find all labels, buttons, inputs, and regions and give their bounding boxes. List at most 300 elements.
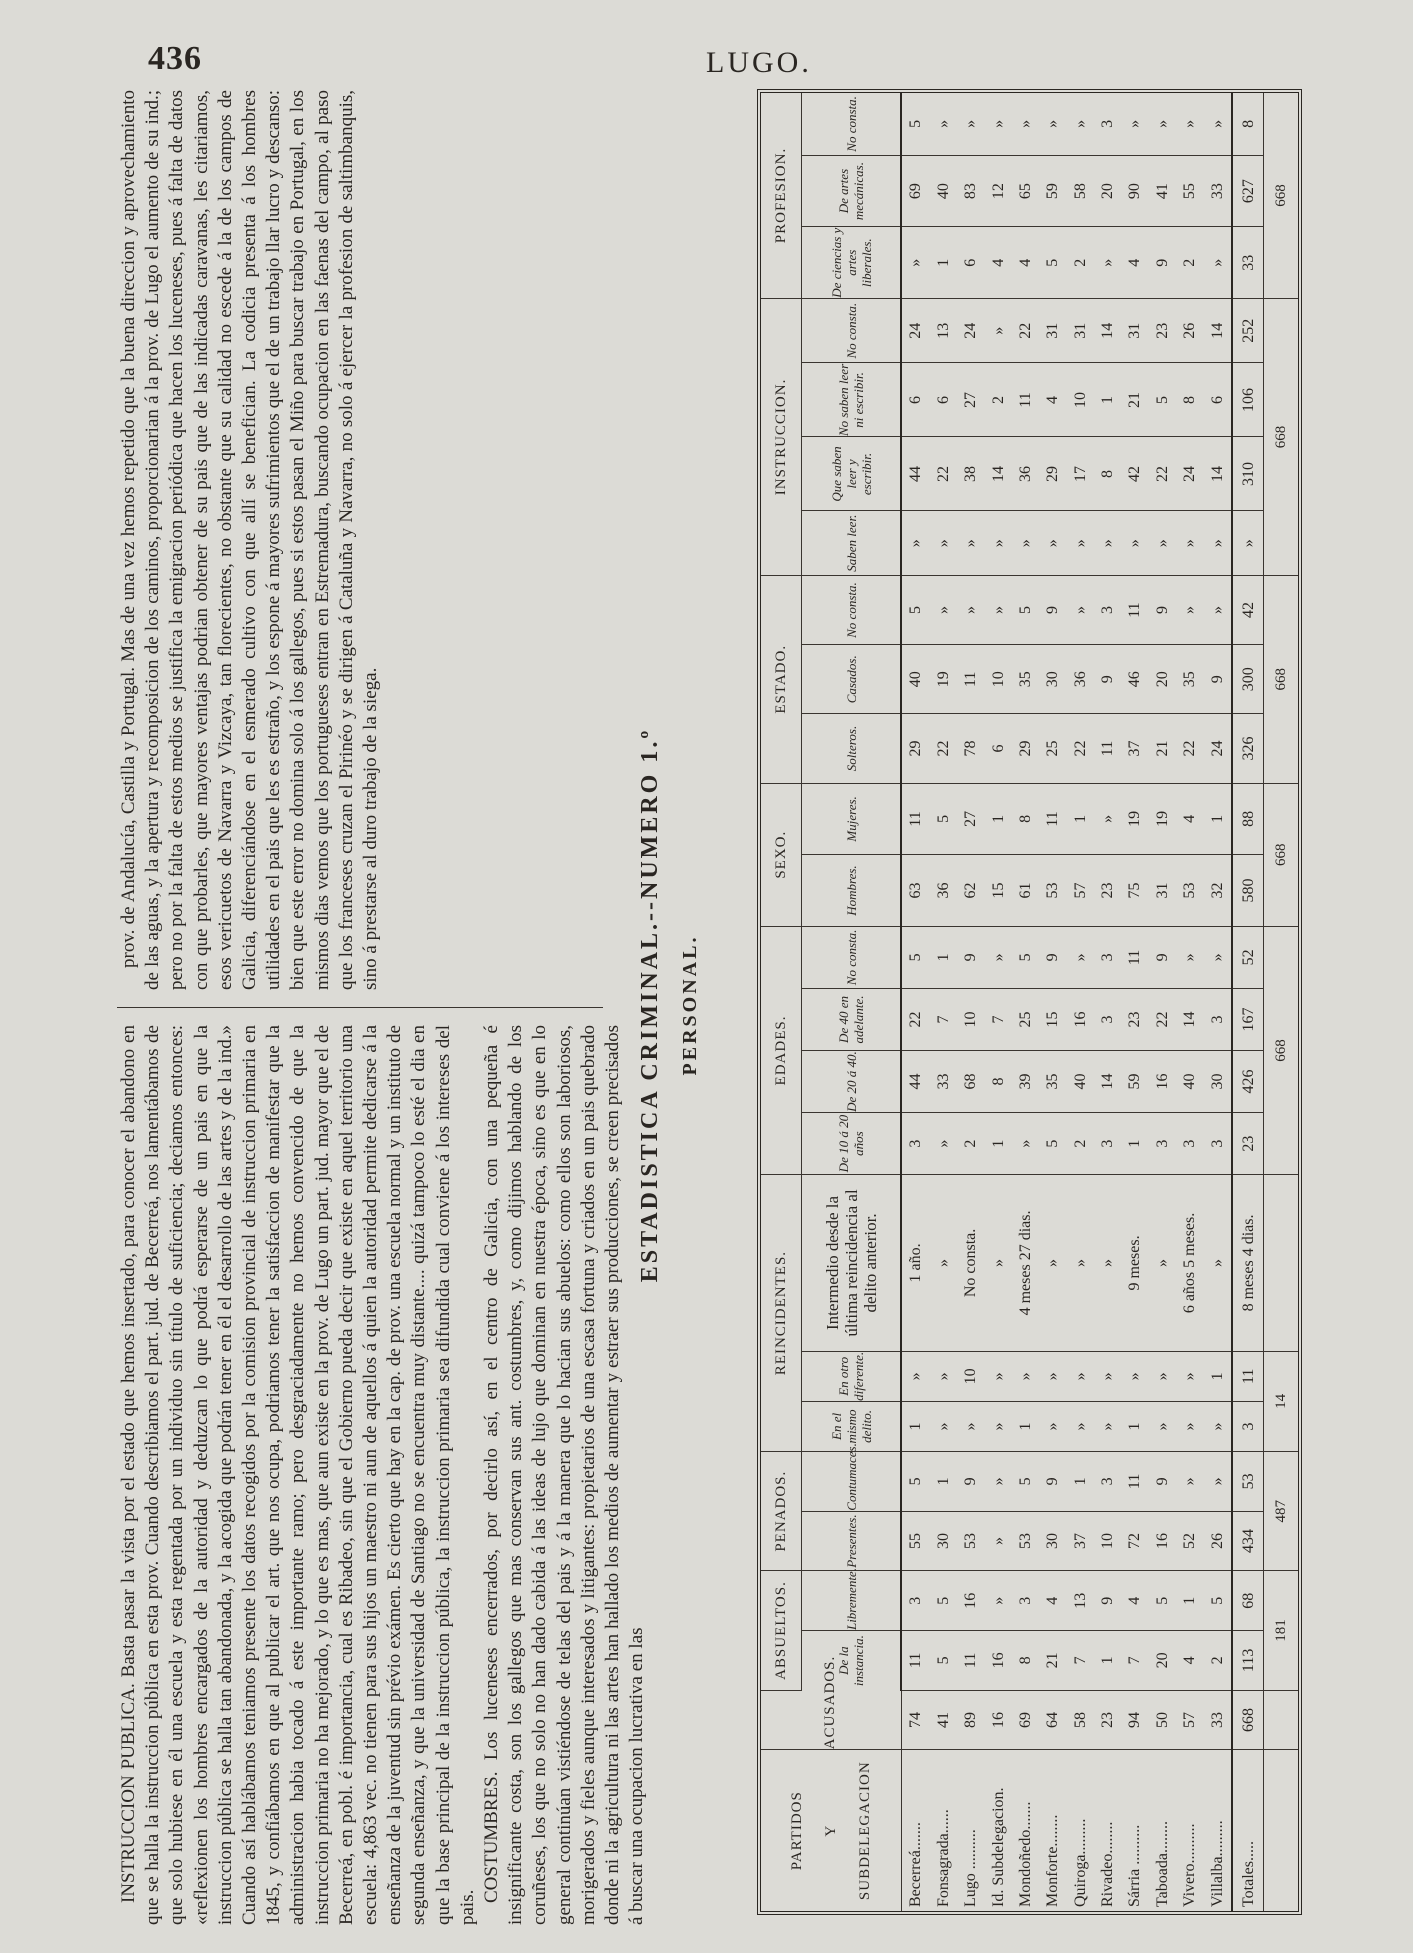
totals-cell: 88 [1232, 783, 1264, 855]
table-cell: 8 [1094, 437, 1121, 511]
table-cell: 59 [1039, 155, 1066, 227]
table-cell: 24 [901, 298, 930, 362]
table-cell: 1 [901, 1401, 930, 1451]
table-cell: 15 [984, 855, 1011, 927]
table-cell: » [1203, 93, 1232, 155]
table-cell: 30 [1039, 1511, 1066, 1571]
sub-header: Hombres. [802, 855, 902, 927]
table-cell: » [984, 298, 1011, 362]
partido-name-cell: Villalba......... [1208, 1820, 1226, 1907]
table-cell: » [930, 1351, 957, 1401]
table-cell: 9 [1149, 227, 1176, 299]
table-cell: 57 [1176, 1690, 1203, 1750]
table-cell: 3 [1094, 575, 1121, 644]
table-cell: » [1176, 1452, 1203, 1512]
table-cell: 6 [930, 363, 957, 437]
table-cell: » [1066, 93, 1093, 155]
table-cell: » [1039, 93, 1066, 155]
partido-name-cell: Fonsagrada...... [934, 1809, 952, 1907]
table-cell: 6 [957, 227, 984, 299]
table-cell: 31 [1039, 298, 1066, 362]
table-cell: 12 [984, 155, 1011, 227]
table-row [957, 93, 984, 1911]
table-cell: 7 [984, 988, 1011, 1050]
table-cell: 7 [1121, 1631, 1148, 1691]
table-cell: 9 [1039, 1452, 1066, 1512]
table-cell: » [984, 1571, 1011, 1631]
table-cell: » [1203, 227, 1232, 299]
table-cell: 16 [1149, 1051, 1176, 1113]
group-absueltos: ABSUELTOS. [761, 1571, 802, 1690]
table-row [1066, 93, 1093, 1911]
group-penados: PENADOS. [761, 1452, 802, 1571]
intermedio-cell: » [1094, 1175, 1121, 1352]
table-title: ESTADISTICA CRIMINAL.--NUMERO 1.º [637, 727, 663, 1283]
totals-cell: 167 [1232, 988, 1264, 1050]
table-cell: 38 [957, 437, 984, 511]
text-columns [117, 85, 648, 1925]
table-cell: 57 [1066, 855, 1093, 927]
totals-cell: 8 meses 4 dias. [1232, 1175, 1264, 1352]
table-cell: » [901, 511, 930, 575]
sum-sexo: 668 [1264, 783, 1299, 926]
table-cell: » [984, 1452, 1011, 1512]
table-cell: 55 [901, 1511, 930, 1571]
totals-cell: 426 [1232, 1051, 1264, 1113]
table-cell: » [957, 93, 984, 155]
table-cell: » [1012, 93, 1039, 155]
running-head-city: LUGO. [706, 46, 812, 79]
table-cell: » [1176, 93, 1203, 155]
sub-header-intermedio: Intermedio desde la última reincidencia al delito anterior. [802, 1175, 902, 1352]
table-cell: 44 [901, 1051, 930, 1113]
table-cell: 24 [957, 298, 984, 362]
table-cell: 58 [1066, 155, 1093, 227]
table-cell: 1 [1176, 1571, 1203, 1631]
table-cell: 52 [1176, 1511, 1203, 1571]
table-cell: » [1121, 1351, 1148, 1401]
table-cell: » [1066, 1401, 1093, 1451]
table-cell: 14 [1094, 298, 1121, 362]
table-cell: 1 [930, 926, 957, 988]
sub-header: No consta. [802, 926, 902, 988]
partido-name-cell: Rivadeo........ [1098, 1821, 1116, 1907]
table-cell: 22 [1066, 714, 1093, 783]
table-cell: 42 [1121, 437, 1148, 511]
table-cell: 6 [901, 363, 930, 437]
table-cell: 4 [1039, 1571, 1066, 1631]
table-cell: 29 [901, 714, 930, 783]
table-cell: 62 [957, 855, 984, 927]
table-cell: 11 [1121, 575, 1148, 644]
sum-reincidentes: 14 [1264, 1351, 1299, 1451]
partido-name-cell: Taboada........ [1153, 1821, 1171, 1907]
table-cell: 55 [1176, 155, 1203, 227]
table-cell: » [930, 511, 957, 575]
table-cell: 3 [1094, 988, 1121, 1050]
paragraph-costumbres: COSTUMBRES. Los luceneses encerrados, por decirlo así, en el centro de Galicia, con una pequeña é insignificante costa, son los gallegos que mas conservan sus ant. costumbres, y, como dijimos hablando de los coruñeses, los que no solo no han dado cabida á las ideas de lujo que dominan en nuestra época, sino es que en lo general continúan vistiéndose de telas del pais y á la manera que lo hacian sus abuelos: como ellos son laboriosos, morigerados y fieles aunque interesados y litigantes: propietarios de una escasa fortuna y criados en un pais quebrado donde ni la agricultura ni las artes han hallado los medios de aumentar y estraer sus producciones, se creen precisados á buscar una ocupacion lucrativa en las [481, 1025, 648, 1925]
table-cell: » [901, 227, 930, 299]
table-cell: 3 [1094, 93, 1121, 155]
paragraph-emigracion: prov. de Andalucía, Castilla y Portugal. Mas de una vez hemos repetido que la buena direccion y aprovechamiento de las aguas, y la apertura y recomposicion de los caminos, proporcionarian á la prov. de Lugo el aumento de su ind.; pero no por la falta de estos medios se justifica la emigracion periódica que hacen los luceneses, pues á falta de datos con que probarles, que mayores ventajas podrian obtener de su pais que de las indicadas caravanas, les citariamos, esos vericuetos de Navarra y Vizcaya, tan florecientes, no obstante que su calidad no escede á la de los campos de Galicia, diferenciándose en el esmerado cultivo con que allí se benefician. La codicia presenta á los hombres utilidades en el pais que les es estraño, y los espone á mayores sufrimientos que el de un trabajo llar lucro y descanso: bien que este error no domina solo á los gallegos, pues si estos pasan el Miño para buscar trabajo en Portugal, en los mismos dias vemos que los portugueses entran en Estremadura, buscando ocupacion en las faenas del campo, al paso que los franceses cruzan el Pirinéo y se dirigen á Cataluña y Navarra, no solo á ejercer la profesion de saltimbanquis, sino á prestarse al duro trabajo de la siega. [118, 90, 382, 990]
table-cell: 22 [901, 988, 930, 1050]
sum-cell-empty [1264, 1175, 1299, 1352]
table-cell: » [984, 926, 1011, 988]
table-cell: 5 [930, 783, 957, 855]
sub-header: Contumaces. [802, 1452, 902, 1512]
table-cell: 14 [1176, 988, 1203, 1050]
totals-cell: 11 [1232, 1351, 1264, 1401]
table-cell: » [930, 93, 957, 155]
table-cell: 3 [1149, 1113, 1176, 1175]
table-cell: 6 [1203, 363, 1232, 437]
totals-cell: 434 [1232, 1511, 1264, 1571]
table-cell: 16 [957, 1571, 984, 1631]
sub-header: No saben leer ni escribir. [802, 363, 902, 437]
sum-penados: 487 [1264, 1452, 1299, 1571]
sum-cell-empty [1264, 1750, 1299, 1911]
table-cell: 13 [930, 298, 957, 362]
table-cell: » [1066, 511, 1093, 575]
table-cell: 41 [930, 1690, 957, 1750]
intermedio-cell: » [984, 1175, 1011, 1352]
sub-header: En el mismo delito. [802, 1401, 902, 1451]
table-cell: 25 [1012, 988, 1039, 1050]
group-sexo: SEXO. [761, 783, 802, 926]
table-cell: 17 [1066, 437, 1093, 511]
intermedio-cell: 4 meses 27 dias. [1012, 1175, 1039, 1352]
sub-header: Que saben leer y escribir. [802, 437, 902, 511]
totals-cell: 113 [1232, 1631, 1264, 1691]
table-cell: 35 [1039, 1051, 1066, 1113]
totals-cell: 23 [1232, 1113, 1264, 1175]
table-cell: » [1203, 1401, 1232, 1451]
sub-header: Casados. [802, 645, 902, 714]
totals-cell: 53 [1232, 1452, 1264, 1512]
group-header-row [761, 93, 802, 1911]
table-cell: 19 [1149, 783, 1176, 855]
table-cell: 37 [1066, 1511, 1093, 1571]
sub-header-row [802, 93, 902, 1911]
table-cell: 11 [1012, 363, 1039, 437]
group-profesion: PROFESION. [761, 93, 802, 298]
table-cell: » [1094, 511, 1121, 575]
table-cell: 41 [1149, 155, 1176, 227]
table-cell: 1 [1094, 363, 1121, 437]
table-cell: » [984, 1401, 1011, 1451]
table-cell: 5 [1149, 1571, 1176, 1631]
table-cell: » [930, 1113, 957, 1175]
sub-header: Libremente. [802, 1571, 902, 1631]
table-cell: 2 [1203, 1631, 1232, 1691]
totals-cell: 300 [1232, 645, 1264, 714]
partido-name-cell: Id. Subdelegacion. [989, 1787, 1007, 1907]
table-cell: » [1066, 575, 1093, 644]
table-cell: 90 [1121, 155, 1148, 227]
table-cell: 22 [1149, 988, 1176, 1050]
rotated-content [117, 85, 1412, 1925]
totals-cell: 8 [1232, 93, 1264, 155]
sub-header: De 20 á 40. [802, 1051, 902, 1113]
table-cell: » [1176, 1351, 1203, 1401]
totals-cell: 68 [1232, 1571, 1264, 1631]
partido-name-cell: Vivero.......... [1181, 1823, 1199, 1907]
totals-cell: 310 [1232, 437, 1264, 511]
table-cell: 9 [1149, 575, 1176, 644]
table-cell: 30 [1203, 1051, 1232, 1113]
table-cell: 69 [1012, 1690, 1039, 1750]
table-cell: 1 [1066, 783, 1093, 855]
table-cell: » [1203, 511, 1232, 575]
table-cell: 89 [957, 1690, 984, 1750]
table-cell: 5 [1039, 227, 1066, 299]
table-cell: 5 [1012, 1452, 1039, 1512]
table-cell: 46 [1121, 645, 1148, 714]
table-cell: 23 [1149, 298, 1176, 362]
table-cell: 5 [901, 575, 930, 644]
table-cell: 29 [1039, 437, 1066, 511]
table-cell: » [1203, 926, 1232, 988]
partido-name-cell: Quiroga......... [1071, 1818, 1089, 1907]
table-cell: 69 [901, 155, 930, 227]
table-cell: » [1094, 1351, 1121, 1401]
table-cell: 8 [1012, 783, 1039, 855]
table-cell: 16 [984, 1631, 1011, 1691]
table-cell: 3 [901, 1571, 930, 1631]
table-cell: 11 [1039, 783, 1066, 855]
totals-cell: 580 [1232, 855, 1264, 927]
sum-instruccion: 668 [1264, 298, 1299, 575]
table-cell: 72 [1121, 1511, 1148, 1571]
table-cell: » [984, 575, 1011, 644]
table-cell: 3 [1094, 1452, 1121, 1512]
table-cell: 5 [930, 1631, 957, 1691]
table-cell: 8 [1012, 1631, 1039, 1691]
table-cell: 35 [1176, 645, 1203, 714]
totals-cell: » [1232, 511, 1264, 575]
table-cell: 31 [1066, 298, 1093, 362]
table-cell: » [1039, 511, 1066, 575]
table-cell: 63 [901, 855, 930, 927]
table-cell: » [1176, 926, 1203, 988]
table-row [901, 93, 930, 1911]
table-cell: 40 [901, 645, 930, 714]
sub-header: No consta. [802, 298, 902, 362]
table-cell: » [984, 93, 1011, 155]
table-cell: 4 [1039, 363, 1066, 437]
table-cell: 3 [1012, 1571, 1039, 1631]
table-cell: 64 [1039, 1690, 1066, 1750]
table-cell: 1 [1012, 1401, 1039, 1451]
table-row [930, 93, 957, 1911]
partidos-header: PARTIDOS Y SUBDELEGACION [761, 1750, 901, 1911]
table-cell: 20 [1149, 1631, 1176, 1691]
table-cell: 30 [930, 1511, 957, 1571]
table-cell: 11 [1121, 1452, 1148, 1512]
table-cell: 68 [957, 1051, 984, 1113]
totals-cell: 42 [1232, 575, 1264, 644]
table-cell: » [1121, 93, 1148, 155]
table-row [1121, 93, 1148, 1911]
table-cell: 19 [930, 645, 957, 714]
table-cell: 4 [1176, 783, 1203, 855]
table-cell: 14 [1203, 437, 1232, 511]
table-cell: » [1012, 1351, 1039, 1401]
table-cell: 9 [1039, 926, 1066, 988]
table-body [901, 93, 1232, 1911]
intermedio-cell: 1 año. [901, 1175, 930, 1352]
table-cell: 15 [1039, 988, 1066, 1050]
table-cell: 10 [1066, 363, 1093, 437]
column-rule [117, 1007, 603, 1008]
table-cell: 5 [930, 1571, 957, 1631]
totals-cell: 106 [1232, 363, 1264, 437]
table-cell: 5 [901, 926, 930, 988]
table-cell: » [1121, 511, 1148, 575]
table-cell: 40 [930, 155, 957, 227]
table-cell: 1 [1121, 1113, 1148, 1175]
table-cell: 5 [901, 93, 930, 155]
table-cell: 1 [930, 1452, 957, 1512]
table-cell: 6 [984, 714, 1011, 783]
table-row [1176, 93, 1203, 1911]
table-cell: 23 [1094, 1690, 1121, 1750]
intermedio-cell: » [930, 1175, 957, 1352]
table-cell: 9 [1149, 1452, 1176, 1512]
table-cell: 11 [901, 783, 930, 855]
table-cell: 3 [1094, 1113, 1121, 1175]
partido-name-cell: Lugo .......... [962, 1829, 980, 1907]
table-cell: » [1176, 575, 1203, 644]
table-cell: 33 [1203, 155, 1232, 227]
table-cell: 11 [957, 645, 984, 714]
table-cell: 20 [1149, 645, 1176, 714]
acusados-header: ACUSADOS. [761, 1690, 901, 1750]
table-cell: » [984, 511, 1011, 575]
table-cell: 14 [1094, 1051, 1121, 1113]
table-cell: 5 [1012, 575, 1039, 644]
table-row [1012, 93, 1039, 1911]
table-cell: 8 [1176, 363, 1203, 437]
table-cell: 25 [1039, 714, 1066, 783]
sub-header: No consta. [802, 93, 902, 155]
table-cell: 3 [901, 1113, 930, 1175]
table-cell: 1 [984, 1113, 1011, 1175]
table-cell: 2 [1176, 227, 1203, 299]
table-cell: 50 [1149, 1690, 1176, 1750]
table-cell: » [957, 575, 984, 644]
table-cell: 22 [930, 714, 957, 783]
table-cell: 21 [1121, 363, 1148, 437]
intermedio-cell: » [1066, 1175, 1093, 1352]
table-cell: 29 [1012, 714, 1039, 783]
table-cell: 16 [1149, 1511, 1176, 1571]
table-cell: 22 [1149, 437, 1176, 511]
table-cell: 30 [1039, 645, 1066, 714]
sub-header: Saben leer. [802, 511, 902, 575]
group-instruccion: INSTRUCCION. [761, 298, 802, 575]
table-cell: 36 [1066, 645, 1093, 714]
statistics-table [757, 89, 1302, 1915]
table-cell: 36 [930, 855, 957, 927]
table-cell: 10 [1094, 1511, 1121, 1571]
sub-header: De 40 en adelante. [802, 988, 902, 1050]
table-cell: 39 [1012, 1051, 1039, 1113]
table-cell: 9 [1149, 926, 1176, 988]
table-cell: 1 [930, 227, 957, 299]
intermedio-cell: » [1203, 1175, 1232, 1352]
table-cell: 23 [1121, 988, 1148, 1050]
table-cell: 19 [1121, 783, 1148, 855]
sub-header: De la instancia. [802, 1631, 902, 1691]
table-cell: » [957, 511, 984, 575]
table-cell: 5 [1149, 363, 1176, 437]
table-cell: 5 [1203, 1571, 1232, 1631]
table-cell: 2 [1066, 227, 1093, 299]
table-cell: 94 [1121, 1690, 1148, 1750]
table-subtitle: PERSONAL. [679, 934, 701, 1076]
text-column-left [117, 1025, 648, 1925]
table-cell: 26 [1203, 1511, 1232, 1571]
table-row [984, 93, 1011, 1911]
table-cell: » [1094, 227, 1121, 299]
table-cell: 59 [1121, 1051, 1148, 1113]
table-cell: » [1176, 511, 1203, 575]
table-cell: » [1149, 93, 1176, 155]
table-cell: 78 [957, 714, 984, 783]
table-cell: 23 [1094, 855, 1121, 927]
partido-name-cell: Sárria .......... [1126, 1824, 1144, 1907]
table-cell: 21 [1149, 714, 1176, 783]
table-cell: 2 [984, 363, 1011, 437]
table-cell: 10 [957, 1351, 984, 1401]
totals-cell: 252 [1232, 298, 1264, 362]
table-cell: » [1039, 1351, 1066, 1401]
table-cell: » [1066, 926, 1093, 988]
table-cell: » [930, 575, 957, 644]
table-cell: 53 [1012, 1511, 1039, 1571]
table-cell: » [984, 1511, 1011, 1571]
table-cell: 5 [1012, 926, 1039, 988]
table-cell: 1 [1203, 1351, 1232, 1401]
table-cell: 58 [1066, 1690, 1093, 1750]
table-cell: » [1149, 1401, 1176, 1451]
table-cell: 44 [901, 437, 930, 511]
group-edades: EDADES. [761, 926, 802, 1174]
table-cell: 4 [1176, 1631, 1203, 1691]
table-cell: 53 [1176, 855, 1203, 927]
sub-header: De 10 á 20 años [802, 1113, 902, 1175]
totals-cell: 627 [1232, 155, 1264, 227]
table-cell: 22 [1176, 714, 1203, 783]
table-cell: 11 [901, 1631, 930, 1691]
totals-cell: 3 [1232, 1401, 1264, 1451]
intermedio-cell: » [1149, 1175, 1176, 1352]
sub-header: De artes mecánicas. [802, 155, 902, 227]
intermedio-cell: 6 años 5 meses. [1176, 1175, 1203, 1352]
table-cell: 3 [1203, 988, 1232, 1050]
table-cell: 33 [1203, 1690, 1232, 1750]
sub-header: Presentes. [802, 1511, 902, 1571]
table-cell: 37 [1121, 714, 1148, 783]
table-cell: 74 [901, 1690, 930, 1750]
table-cell: 2 [1066, 1113, 1093, 1175]
table-cell: » [1149, 1351, 1176, 1401]
table-cell: 24 [1176, 437, 1203, 511]
table-cell: 3 [1176, 1113, 1203, 1175]
table-cell: 53 [1039, 855, 1066, 927]
table-cell: 14 [984, 437, 1011, 511]
